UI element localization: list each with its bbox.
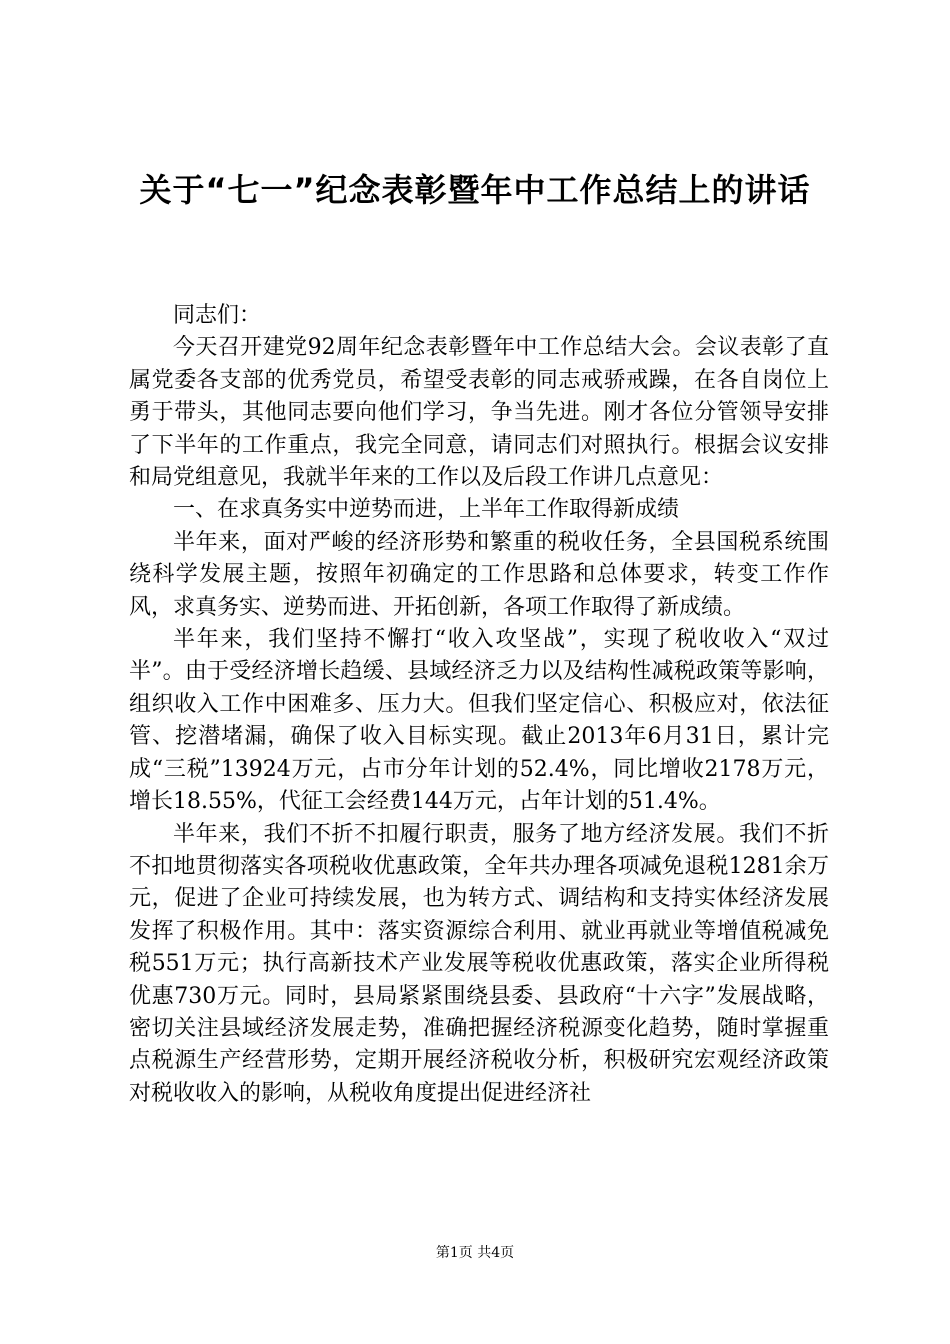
paragraph: 今天召开建党92周年纪念表彰暨年中工作总结大会。会议表彰了直属党委各支部的优秀党员，希望受表彰的同志戒骄戒躁，在各自岗位上勇于带头，其他同志要向他们学习，争当先进。刚才各位分管领导安排了下半年的工作重点，我完全同意，请同志们对照执行。根据会议安排和局党组意见，我就半年来的工作以及后段工作讲几点意见：	[129, 335, 829, 491]
document-body	[129, 300, 829, 1110]
paragraph: 半年来，我们坚持不懈打“收入攻坚战”，实现了税收收入“双过半”。由于受经济增长趋缓、县域经济乏力以及结构性减税政策等影响，组织收入工作中困难多、压力大。但我们坚定信心、积极应对，依法征管、挖潜堵漏，确保了收入目标实现。截止2013年6月31日，累计完成“三税”13924万元，占市分年计划的52.4%，同比增收2178万元，增长18.55%，代征工会经费144万元，占年计划的51.4%。	[129, 627, 829, 815]
salutation: 同志们：	[173, 303, 262, 328]
paragraph: 半年来，我们不折不扣履行职责，服务了地方经济发展。我们不折不扣地贯彻落实各项税收优惠政策，全年共办理各项减免退税1281余万元，促进了企业可持续发展，也为转方式、调结构和支持实体经济发展发挥了积极作用。其中：落实资源综合利用、就业再就业等增值税减免税551万元；执行高新技术产业发展等税收优惠政策，落实企业所得税优惠730万元。同时，县局紧紧围绕县委、县政府“十六字”发展战略，密切关注县域经济发展走势，准确把握经济税源变化趋势，随时掌握重点税源生产经营形势，定期开展经济税收分析，积极研究宏观经济政策对税收收入的影响，从税收角度提出促进经济社	[129, 821, 829, 1106]
section-heading: 一、在求真务实中逆势而进，上半年工作取得新成绩	[173, 497, 680, 523]
document-title: 关于“七一”纪念表彰暨年中工作总结上的讲话	[139, 171, 811, 209]
page-number-footer: 第1页 共4页	[435, 1245, 515, 1261]
paragraph: 半年来，面对严峻的经济形势和繁重的税收任务，全县国税系统围绕科学发展主题，按照年初确定的工作思路和总体要求，转变工作作风，求真务实、逆势而进、开拓创新，各项工作取得了新成绩。	[129, 529, 829, 620]
